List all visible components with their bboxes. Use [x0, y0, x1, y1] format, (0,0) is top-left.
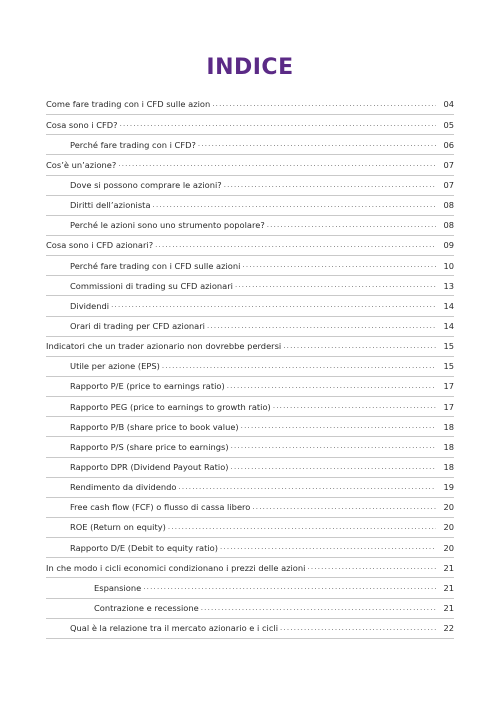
dot-leader — [241, 423, 436, 430]
dot-leader — [252, 504, 436, 511]
toc-entry-page-number: 14 — [443, 320, 454, 331]
toc-entry[interactable] — [46, 155, 454, 175]
toc-entry[interactable] — [46, 317, 454, 337]
page-title: INDICE — [206, 55, 294, 80]
toc-entry[interactable] — [46, 518, 454, 538]
toc-entry-label: Dividendi — [70, 300, 110, 311]
toc-entry-label: Rapporto PEG (price to earnings to growth ratio) — [70, 401, 271, 412]
toc-entry-label: ROE (Return on equity) — [70, 522, 166, 533]
toc-entry[interactable] — [46, 196, 454, 216]
toc-entry-page-number: 10 — [443, 260, 454, 271]
toc-entry-page-number: 21 — [443, 582, 454, 593]
toc-entry[interactable] — [46, 176, 454, 196]
toc-entry[interactable] — [46, 558, 454, 578]
toc-entry-label: Espansione — [94, 582, 142, 593]
dot-leader — [231, 464, 436, 471]
toc-entry[interactable] — [46, 216, 454, 236]
toc-entry[interactable] — [46, 276, 454, 296]
toc-entry-page-number: 18 — [443, 441, 454, 452]
toc-entry-label: Diritti dell’azionista — [70, 200, 151, 211]
toc-entry[interactable] — [46, 377, 454, 397]
toc-entry-page-number: 18 — [443, 421, 454, 432]
toc-entry-page-number: 07 — [443, 159, 454, 170]
toc-entry[interactable] — [46, 115, 454, 135]
dot-leader — [242, 262, 436, 269]
toc-entry-page-number: 13 — [443, 280, 454, 291]
dot-leader — [111, 302, 436, 309]
toc-entry[interactable] — [46, 95, 454, 115]
toc-entry-label: Perché le azioni sono uno strumento popolare? — [70, 220, 265, 231]
toc-entry-page-number: 22 — [443, 623, 454, 634]
toc-entry-label: In che modo i cicli economici condizionano i prezzi delle azioni — [46, 562, 306, 573]
toc-entry-label: Come fare trading con i CFD sulle azion — [46, 99, 211, 110]
dot-leader — [168, 524, 436, 531]
toc-entry[interactable] — [46, 256, 454, 276]
toc-entry-page-number: 17 — [443, 381, 454, 392]
toc-entry-page-number: 05 — [443, 119, 454, 130]
toc-entry-page-number: 20 — [443, 502, 454, 513]
toc-entry[interactable] — [46, 296, 454, 316]
toc-entry-page-number: 09 — [443, 240, 454, 251]
dot-leader — [155, 242, 436, 249]
toc-entry-page-number: 19 — [443, 482, 454, 493]
dot-leader — [220, 544, 436, 551]
toc-entry-label: Utile per azione (EPS) — [70, 361, 160, 372]
toc-entry-page-number: 15 — [443, 361, 454, 372]
toc-entry-page-number: 08 — [443, 200, 454, 211]
dot-leader — [120, 121, 436, 128]
toc-entry-label: Qual è la relazione tra il mercato azionario e i cicli — [70, 623, 279, 634]
dot-leader — [201, 605, 436, 612]
toc-entry-page-number: 20 — [443, 542, 454, 553]
toc-entry[interactable] — [46, 619, 454, 639]
dot-leader — [280, 625, 436, 632]
toc-entry-label: Rapporto D/E (Debit to equity ratio) — [70, 542, 218, 553]
dot-leader — [179, 484, 437, 491]
toc-entry-label: Rapporto P/B (share price to book value) — [70, 421, 239, 432]
dot-leader — [307, 564, 436, 571]
dot-leader — [224, 182, 436, 189]
toc-entry[interactable] — [46, 397, 454, 417]
dot-leader — [267, 222, 436, 229]
toc-entry-page-number: 08 — [443, 220, 454, 231]
toc-entry-label: Free cash flow (FCF) o flusso di cassa libero — [70, 502, 251, 513]
dot-leader — [283, 343, 436, 350]
toc-entry-label: Rapporto DPR (Dividend Payout Ratio) — [70, 461, 229, 472]
toc-entry-label: Rapporto P/S (share price to earnings) — [70, 441, 229, 452]
toc-entry-page-number: 06 — [443, 139, 454, 150]
toc-entry-label: Rapporto P/E (price to earnings ratio) — [70, 381, 225, 392]
toc-entry[interactable] — [46, 538, 454, 558]
dot-leader — [227, 383, 436, 390]
table-of-contents — [46, 95, 454, 639]
toc-entry-label: Rendimento da dividendo — [70, 482, 177, 493]
toc-entry[interactable] — [46, 417, 454, 437]
toc-entry[interactable] — [46, 599, 454, 619]
dot-leader — [198, 141, 436, 148]
toc-entry[interactable] — [46, 337, 454, 357]
toc-entry-page-number: 14 — [443, 300, 454, 311]
toc-entry-page-number: 21 — [443, 562, 454, 573]
toc-entry-label: Perché fare trading con i CFD sulle azioni — [70, 260, 241, 271]
toc-entry-page-number: 04 — [443, 99, 454, 110]
toc-entry-page-number: 20 — [443, 522, 454, 533]
toc-entry-label: Indicatori che un trader azionario non dovrebbe perdersi — [46, 341, 282, 352]
toc-entry-page-number: 07 — [443, 179, 454, 190]
toc-entry[interactable] — [46, 437, 454, 457]
toc-entry[interactable] — [46, 498, 454, 518]
toc-entry-label: Cosa sono i CFD? — [46, 119, 118, 130]
dot-leader — [231, 443, 436, 450]
dot-leader — [118, 161, 436, 168]
dot-leader — [212, 101, 436, 108]
toc-entry-label: Contrazione e recessione — [94, 602, 199, 613]
toc-entry-label: Cos’è un’azione? — [46, 159, 117, 170]
dot-leader — [153, 202, 436, 209]
dot-leader — [235, 282, 436, 289]
dot-leader — [162, 363, 436, 370]
toc-entry[interactable] — [46, 236, 454, 256]
dot-leader — [273, 403, 436, 410]
toc-entry[interactable] — [46, 478, 454, 498]
dot-leader — [143, 584, 436, 591]
toc-entry-page-number: 21 — [443, 602, 454, 613]
toc-entry-label: Dove si possono comprare le azioni? — [70, 179, 222, 190]
toc-entry[interactable] — [46, 458, 454, 478]
toc-entry-page-number: 15 — [443, 341, 454, 352]
toc-entry[interactable] — [46, 578, 454, 598]
dot-leader — [207, 323, 436, 330]
toc-entry-label: Cosa sono i CFD azionari? — [46, 240, 154, 251]
toc-entry[interactable] — [46, 135, 454, 155]
toc-entry-label: Commissioni di trading su CFD azionari — [70, 280, 233, 291]
toc-entry-label: Perché fare trading con i CFD? — [70, 139, 196, 150]
toc-entry-page-number: 17 — [443, 401, 454, 412]
toc-entry-label: Orari di trading per CFD azionari — [70, 320, 205, 331]
toc-entry-page-number: 18 — [443, 461, 454, 472]
toc-entry[interactable] — [46, 357, 454, 377]
